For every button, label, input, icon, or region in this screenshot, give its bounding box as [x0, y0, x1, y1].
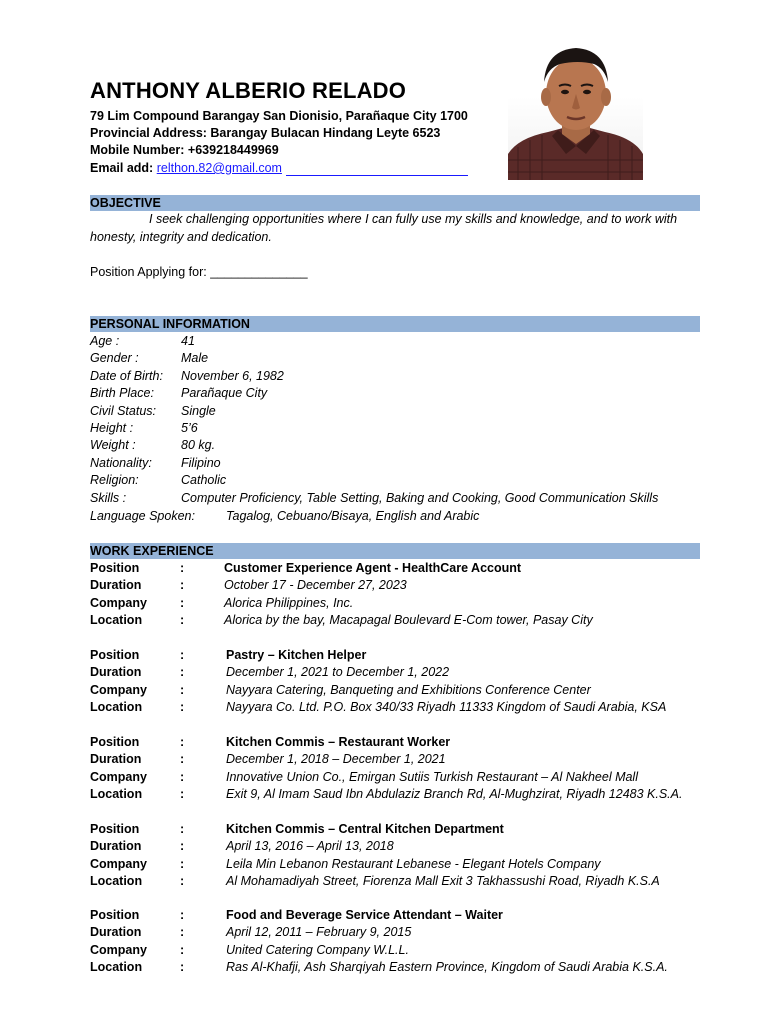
- work-duration-value: April 13, 2016 – April 13, 2018: [226, 839, 394, 853]
- work-position-value: Kitchen Commis – Central Kitchen Department: [226, 822, 504, 836]
- personal-info-label: Civil Status:: [90, 404, 156, 418]
- work-location-label: Location: [90, 787, 143, 801]
- work-colon: :: [180, 700, 185, 714]
- profile-photo: [508, 42, 643, 180]
- work-colon: :: [180, 752, 185, 766]
- personal-info-label: Gender :: [90, 351, 139, 365]
- work-company-label: Company: [90, 857, 147, 871]
- work-location-value: Alorica by the bay, Macapagal Boulevard E-Com tower, Pasay City: [224, 613, 593, 627]
- work-colon: :: [180, 561, 185, 575]
- work-colon: :: [180, 874, 185, 888]
- personal-info-value: Catholic: [181, 473, 227, 487]
- personal-info-value: Computer Proficiency, Table Setting, Baking and Cooking, Good Communication Skills: [181, 491, 659, 505]
- home-address: 79 Lim Compound Barangay San Dionisio, Parañaque City 1700: [90, 109, 468, 123]
- work-colon: :: [180, 943, 185, 957]
- work-position-value: Food and Beverage Service Attendant – Waiter: [226, 908, 503, 922]
- section-personal-heading: PERSONAL INFORMATION: [90, 316, 700, 332]
- work-colon: :: [180, 908, 185, 922]
- personal-info-value: Filipino: [181, 456, 221, 470]
- email-link[interactable]: relthon.82@gmail.com: [156, 161, 282, 175]
- personal-info-value: Male: [181, 351, 209, 365]
- work-location-label: Location: [90, 700, 143, 714]
- language-value: Tagalog, Cebuano/Bisaya, English and Arabic: [226, 509, 480, 523]
- work-colon: :: [180, 960, 185, 974]
- email-label: Email add:: [90, 161, 154, 175]
- language-label: Language Spoken:: [90, 509, 195, 523]
- work-duration-value: April 12, 2011 – February 9, 2015: [226, 925, 412, 939]
- work-duration-label: Duration: [90, 839, 142, 853]
- work-colon: :: [180, 648, 185, 662]
- work-company-label: Company: [90, 943, 147, 957]
- work-position-label: Position: [90, 908, 140, 922]
- work-colon: :: [180, 839, 185, 853]
- mobile-number: Mobile Number: +639218449969: [90, 143, 279, 157]
- work-colon: :: [180, 665, 185, 679]
- work-colon: :: [180, 596, 185, 610]
- personal-info-value: Single: [181, 404, 216, 418]
- personal-info-label: Religion:: [90, 473, 139, 487]
- portrait-illustration: [508, 42, 643, 180]
- personal-info-label: Weight :: [90, 438, 136, 452]
- work-colon: :: [180, 578, 185, 592]
- work-company-label: Company: [90, 770, 147, 784]
- work-location-label: Location: [90, 613, 143, 627]
- provincial-address: Provincial Address: Barangay Bulacan Hindang Leyte 6523: [90, 126, 441, 140]
- personal-info-label: Birth Place:: [90, 386, 154, 400]
- work-company-value: Innovative Union Co., Emirgan Sutiis Turkish Restaurant – Al Nakheel Mall: [226, 770, 638, 784]
- personal-info-value: November 6, 1982: [181, 369, 284, 383]
- personal-info-value: Parañaque City: [181, 386, 268, 400]
- work-position-label: Position: [90, 561, 140, 575]
- work-location-value: Ras Al-Khafji, Ash Sharqiyah Eastern Province, Kingdom of Saudi Arabia K.S.A.: [226, 960, 668, 974]
- work-position-value: Kitchen Commis – Restaurant Worker: [226, 735, 451, 749]
- personal-info-label: Date of Birth:: [90, 369, 163, 383]
- work-location-value: Exit 9, Al Imam Saud Ibn Abdulaziz Branch Rd, Al-Mughzirat, Riyadh 12483 K.S.A.: [226, 787, 683, 801]
- personal-info-label: Height :: [90, 421, 134, 435]
- email-line: [90, 161, 282, 175]
- objective-text-line1: I seek challenging opportunities where I can fully use my skills and knowledge, and to work with: [149, 212, 678, 226]
- applicant-name: ANTHONY ALBERIO RELADO: [90, 78, 407, 103]
- objective-text-line2: honesty, integrity and dedication.: [90, 230, 272, 244]
- personal-info-value: 5’6: [181, 421, 198, 435]
- personal-info-label: Skills :: [90, 491, 127, 505]
- work-position-value: Pastry – Kitchen Helper: [226, 648, 367, 662]
- work-company-value: Leila Min Lebanon Restaurant Lebanese - Elegant Hotels Company: [226, 857, 601, 871]
- section-objective-heading: OBJECTIVE: [90, 195, 700, 211]
- work-colon: :: [180, 613, 185, 627]
- work-location-label: Location: [90, 960, 143, 974]
- work-position-label: Position: [90, 735, 140, 749]
- work-location-value: Al Mohamadiyah Street, Fiorenza Mall Exit 3 Takhassushi Road, Riyadh K.S.A: [226, 874, 660, 888]
- work-company-value: Alorica Philippines, Inc.: [224, 596, 354, 610]
- work-colon: :: [180, 925, 185, 939]
- work-company-value: United Catering Company W.L.L.: [226, 943, 409, 957]
- work-position-label: Position: [90, 648, 140, 662]
- work-company-label: Company: [90, 683, 147, 697]
- work-duration-label: Duration: [90, 752, 142, 766]
- work-duration-value: December 1, 2018 – December 1, 2021: [226, 752, 446, 766]
- work-duration-label: Duration: [90, 578, 142, 592]
- personal-info-value: 80 kg.: [181, 438, 216, 452]
- personal-info-value: 41: [181, 334, 195, 348]
- work-location-value: Nayyara Co. Ltd. P.O. Box 340/33 Riyadh 11333 Kingdom of Saudi Arabia, KSA: [226, 700, 667, 714]
- work-colon: :: [180, 857, 185, 871]
- work-colon: :: [180, 787, 185, 801]
- work-company-value: Nayyara Catering, Banqueting and Exhibitions Conference Center: [226, 683, 591, 697]
- section-work-heading: WORK EXPERIENCE: [90, 543, 700, 559]
- work-location-label: Location: [90, 874, 143, 888]
- work-position-label: Position: [90, 822, 140, 836]
- work-colon: :: [180, 822, 185, 836]
- work-colon: :: [180, 683, 185, 697]
- work-company-label: Company: [90, 596, 147, 610]
- work-duration-label: Duration: [90, 665, 142, 679]
- work-colon: :: [180, 770, 185, 784]
- position-applying: Position Applying for: ______________: [90, 265, 308, 279]
- work-duration-value: October 17 - December 27, 2023: [224, 578, 407, 592]
- email-underline: [286, 175, 468, 176]
- work-duration-label: Duration: [90, 925, 142, 939]
- personal-info-label: Nationality:: [90, 456, 152, 470]
- work-colon: :: [180, 735, 185, 749]
- work-position-value: Customer Experience Agent - HealthCare Account: [224, 561, 522, 575]
- personal-info-label: Age :: [90, 334, 120, 348]
- work-duration-value: December 1, 2021 to December 1, 2022: [226, 665, 450, 679]
